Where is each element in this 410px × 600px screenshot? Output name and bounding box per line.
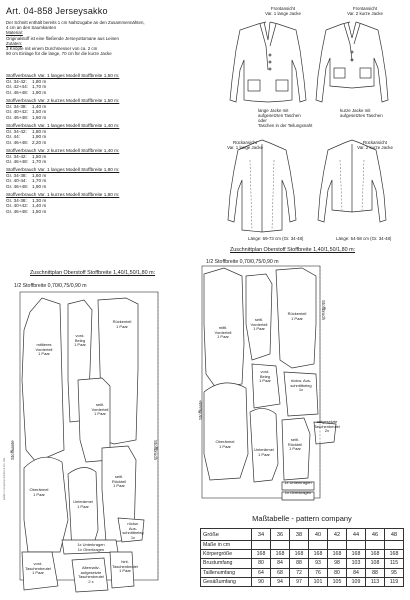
table-row <box>201 568 404 577</box>
size-label: Gr. 46+48: <box>6 89 29 95</box>
size-label: Gr. 46+48: <box>6 159 29 165</box>
amount: 1,60 m <box>32 172 47 178</box>
fold-label: Stoffbruch <box>153 440 158 460</box>
piece-label: rückw. Aus- schnittbeleg 1x <box>122 521 144 540</box>
table-cell: 97 <box>290 577 309 586</box>
table-cell: 113 <box>366 577 385 586</box>
piece-label: Oberärmel 1 Paar <box>29 487 49 497</box>
size-label: Gr. 46+48: <box>6 114 29 120</box>
table-cell: 108 <box>366 559 385 568</box>
header-cell: 40 <box>309 529 328 541</box>
piece-label: Rückenteil 1 Paar <box>287 311 307 321</box>
table-cell: 88 <box>290 559 309 568</box>
consumption-heading: Stoffverbrauch Var. 2 kurzes Modell Stoffbreite 1,40 m: <box>6 147 120 153</box>
intro-line: Material: <box>6 30 23 36</box>
table-cell: 168 <box>328 550 347 559</box>
layout-right-subtitle: 1/2 Stoffbreite 0,70/0,75/0,90 m <box>206 259 279 265</box>
table-cell <box>290 541 309 550</box>
layout-left-drawing <box>6 290 206 600</box>
amount: 1,90 m <box>32 89 47 95</box>
header-cell: 42 <box>328 529 347 541</box>
consumption-heading: Stoffverbrauch Var. 1 langes Modell Stoffbreite 1,80 m: <box>6 167 120 173</box>
front-view-short-label: Frontansicht Var. 2 kurze Jacke <box>347 6 383 16</box>
size-label: Gr. 46+48: <box>6 139 29 145</box>
table-cell <box>309 541 328 550</box>
table-row <box>201 541 404 550</box>
front-view-long-label: Frontansicht Var. 1 lange Jacke <box>265 6 301 16</box>
row-label: Brustumfang <box>201 559 252 568</box>
amount: 1,70 m <box>32 178 47 184</box>
piece-label: mittl. Vorderteil 1 Paar <box>214 325 232 340</box>
table-cell: 98 <box>328 559 347 568</box>
size-label: Gr. 46+48: <box>6 184 29 190</box>
short-jacket-caption: kurze Jacke mit aufgesetzten Taschen <box>340 108 383 118</box>
table-cell: 168 <box>366 550 385 559</box>
piece-label: vord. Beleg 1 Paar <box>259 369 271 384</box>
table-cell <box>347 541 366 550</box>
piece-label: 1x Unterkragen 1x Oberkragen <box>77 542 105 552</box>
table-cell: 93 <box>309 559 328 568</box>
size-label: Gr. 40+42: <box>6 109 29 115</box>
header-cell: 46 <box>366 529 385 541</box>
table-header-row <box>201 529 404 541</box>
piece-label: Oberärmel 1 Paar <box>215 439 235 449</box>
table-row <box>201 577 404 586</box>
amount: 1,90 m <box>32 134 47 140</box>
table-row <box>201 550 404 559</box>
table-cell: 72 <box>290 568 309 577</box>
table-cell: 76 <box>309 568 328 577</box>
size-label: Gr. 40-44: <box>6 178 27 184</box>
table-cell: 119 <box>385 577 404 586</box>
table-cell <box>271 541 290 550</box>
header-cell: 36 <box>271 529 290 541</box>
selvedge-label: Stoffkante <box>198 400 203 420</box>
table-cell: 168 <box>347 550 366 559</box>
copyright-note: pattern company GmbH & Co. KG <box>2 457 6 500</box>
back-view-short-label: Rückansicht Var. 2 kurze Jacke <box>357 140 393 150</box>
size-label: Gr. 42+44: <box>6 84 29 90</box>
amount: 1,50 m <box>32 209 47 215</box>
amount: 1,70 m <box>32 159 47 165</box>
header-cell: 38 <box>290 529 309 541</box>
intro-line: Der Schnitt enthält bereits 1 cm Nahtzugabe an den Zusammennähten, <box>6 20 145 25</box>
table-cell <box>366 541 385 550</box>
header-cell: Größe <box>201 529 252 541</box>
piece-label: aufgesetzte Taschenbeutel 2x <box>314 419 340 434</box>
amount: 1,80 m <box>32 128 47 134</box>
layout-left-subtitle: 1/2 Stoffbreite 0,70/0,75/0,90 m <box>14 283 87 289</box>
front-short-jacket-drawing <box>316 22 388 102</box>
intro-line: 90 cm Einlage für die lange, 70 cm für die kurze Jacke <box>6 51 112 57</box>
piece-label: 1x Unterkragen <box>284 480 312 485</box>
piece-label: Alternativ- aufgesetzte Taschenbeutel 2 x <box>78 565 104 584</box>
amount: 1,90 m <box>32 184 47 190</box>
table-cell: 68 <box>271 568 290 577</box>
table-cell: 168 <box>252 550 271 559</box>
table-cell: 168 <box>290 550 309 559</box>
table-cell: 88 <box>366 568 385 577</box>
piece-label: hint. Taschenbeutel 1 Paar <box>112 559 138 574</box>
table-cell: 90 <box>252 577 271 586</box>
consumption-heading: Stoffverbrauch Var. 1 langes Modell Stoffbreite 1,50 m: <box>6 73 120 78</box>
table-cell: 109 <box>347 577 366 586</box>
table-cell: 80 <box>328 568 347 577</box>
amount: 1,70 m <box>32 84 47 90</box>
piece-label: seitl. Vorderteil 1 Paar <box>91 402 109 417</box>
table-cell: 105 <box>328 577 347 586</box>
size-label: Gr. 46+48: <box>6 209 29 215</box>
size-label: Gr. 34-42: <box>6 128 27 134</box>
size-table <box>200 528 404 587</box>
size-label: Gr. 34-38: <box>6 172 27 178</box>
fold-label: Stoffbruch <box>321 300 326 320</box>
amount: 1,50 m <box>32 109 47 115</box>
back-short-jacket-drawing <box>318 140 386 222</box>
back-view-long-label: Rückansicht Var. 1 lange Jacke <box>227 140 263 150</box>
row-label: Körpergröße <box>201 550 252 559</box>
table-cell: 84 <box>347 568 366 577</box>
size-label: Gr. 44: <box>6 134 21 140</box>
measurement-table <box>200 514 404 587</box>
amount: 1,30 m <box>32 197 47 203</box>
piece-label: seitl. Rückteil 1 Paar <box>287 437 303 452</box>
long-jacket-caption: lange Jacke mit aufgesetzten Taschen oder Taschen in der Teilungsnaht <box>258 108 313 128</box>
size-label: Gr. 34-42: <box>6 78 27 84</box>
layout-right-title: Zuschnittplan Oberstoff Stoffbreite 1,40/1,50/1,80 m: <box>230 247 356 253</box>
table-cell: 168 <box>309 550 328 559</box>
table-cell: 80 <box>252 559 271 568</box>
table-cell: 95 <box>385 568 404 577</box>
piece-label: seitl. Vorderteil 1 Paar <box>250 317 268 332</box>
intro-line: 3 Knöpfe mit einem Durchmesser von ca. 2 cm <box>6 46 98 52</box>
header-cell: 44 <box>347 529 366 541</box>
table-cell: 101 <box>309 577 328 586</box>
amount: 2,20 m <box>32 139 47 145</box>
front-long-jacket-drawing <box>230 22 306 102</box>
piece-label: Unterärmel 1 Paar <box>254 447 274 457</box>
size-label: Gr. 34-42: <box>6 153 27 159</box>
consumption-heading: Stoffverbrauch Var. 2 kurzes Modell Stoffbreite 1,50 m: <box>6 97 120 103</box>
table-cell: 168 <box>385 550 404 559</box>
table-cell: 168 <box>271 550 290 559</box>
piece-label: Rückenteil 1 Paar <box>112 319 132 329</box>
row-label: Maße in cm <box>201 541 252 550</box>
table-cell: 64 <box>252 568 271 577</box>
measurement-title: Maßtabelle - pattern company <box>252 514 352 523</box>
selvedge-label: Stoffkante <box>10 440 15 460</box>
table-cell: 84 <box>271 559 290 568</box>
table-cell: 115 <box>385 559 404 568</box>
piece-label: Unterärmel 1 Paar <box>73 499 93 509</box>
amount: 1,40 m <box>32 103 47 109</box>
amount: 1,60 m <box>32 114 47 120</box>
table-cell: 103 <box>347 559 366 568</box>
header-cell: 34 <box>252 529 271 541</box>
layout-left-title: Zuschnittplan Oberstoff Stoffbreite 1,40/1,50/1,80 m: <box>30 270 156 276</box>
intro-line: 4 cm an den Saumkanten <box>6 25 57 31</box>
table-cell <box>385 541 404 550</box>
piece-label: vord. Taschenbeutel 1 Paar <box>25 561 51 576</box>
piece-label: seitl. Rückteil 1 Paar <box>111 474 127 489</box>
table-cell <box>252 541 271 550</box>
back-long-jacket-drawing <box>228 140 296 232</box>
intro-line: Originalstoff ist eine fließende Jerseyottomane aus Leinen <box>6 35 119 41</box>
row-label: Taillenumfang <box>201 568 252 577</box>
table-cell <box>328 541 347 550</box>
piece-label: rückw. Aus- schnittbeleg 1x <box>290 378 312 393</box>
piece-label: mittleres Vorderteil 1 Paar <box>35 342 53 357</box>
size-label: Gr. 40+42: <box>6 203 29 209</box>
consumption-heading: Stoffverbrauch Var. 1 langes Modell Stoffbreite 1,40 m: <box>6 122 120 128</box>
amount: 1,80 m <box>32 78 47 84</box>
amount: 1,40 m <box>32 203 47 209</box>
piece-label: 1x Oberkragen <box>284 490 312 495</box>
table-cell: 94 <box>271 577 290 586</box>
intro-line: Zutaten: <box>6 40 23 46</box>
article-title: Art. 04-858 Jerseysakko <box>6 6 108 16</box>
length-long: Länge: 69-73 cm (Gr. 34-48) <box>248 236 304 241</box>
row-label: Gesäßumfang <box>201 577 252 586</box>
consumption-heading: Stoffverbrauch Var. 1 kurzes Modell Stoffbreite 1,80 m: <box>6 192 120 198</box>
header-cell: 48 <box>385 529 404 541</box>
amount: 1,50 m <box>32 153 47 159</box>
table-row <box>201 559 404 568</box>
size-label: Gr. 34-38: <box>6 103 27 109</box>
length-short: Länge: 54-58 cm (Gr. 34-48) <box>336 236 392 241</box>
piece-label: vord. Beleg 1 Paar <box>74 333 86 348</box>
size-label: Gr. 34-38: <box>6 197 27 203</box>
